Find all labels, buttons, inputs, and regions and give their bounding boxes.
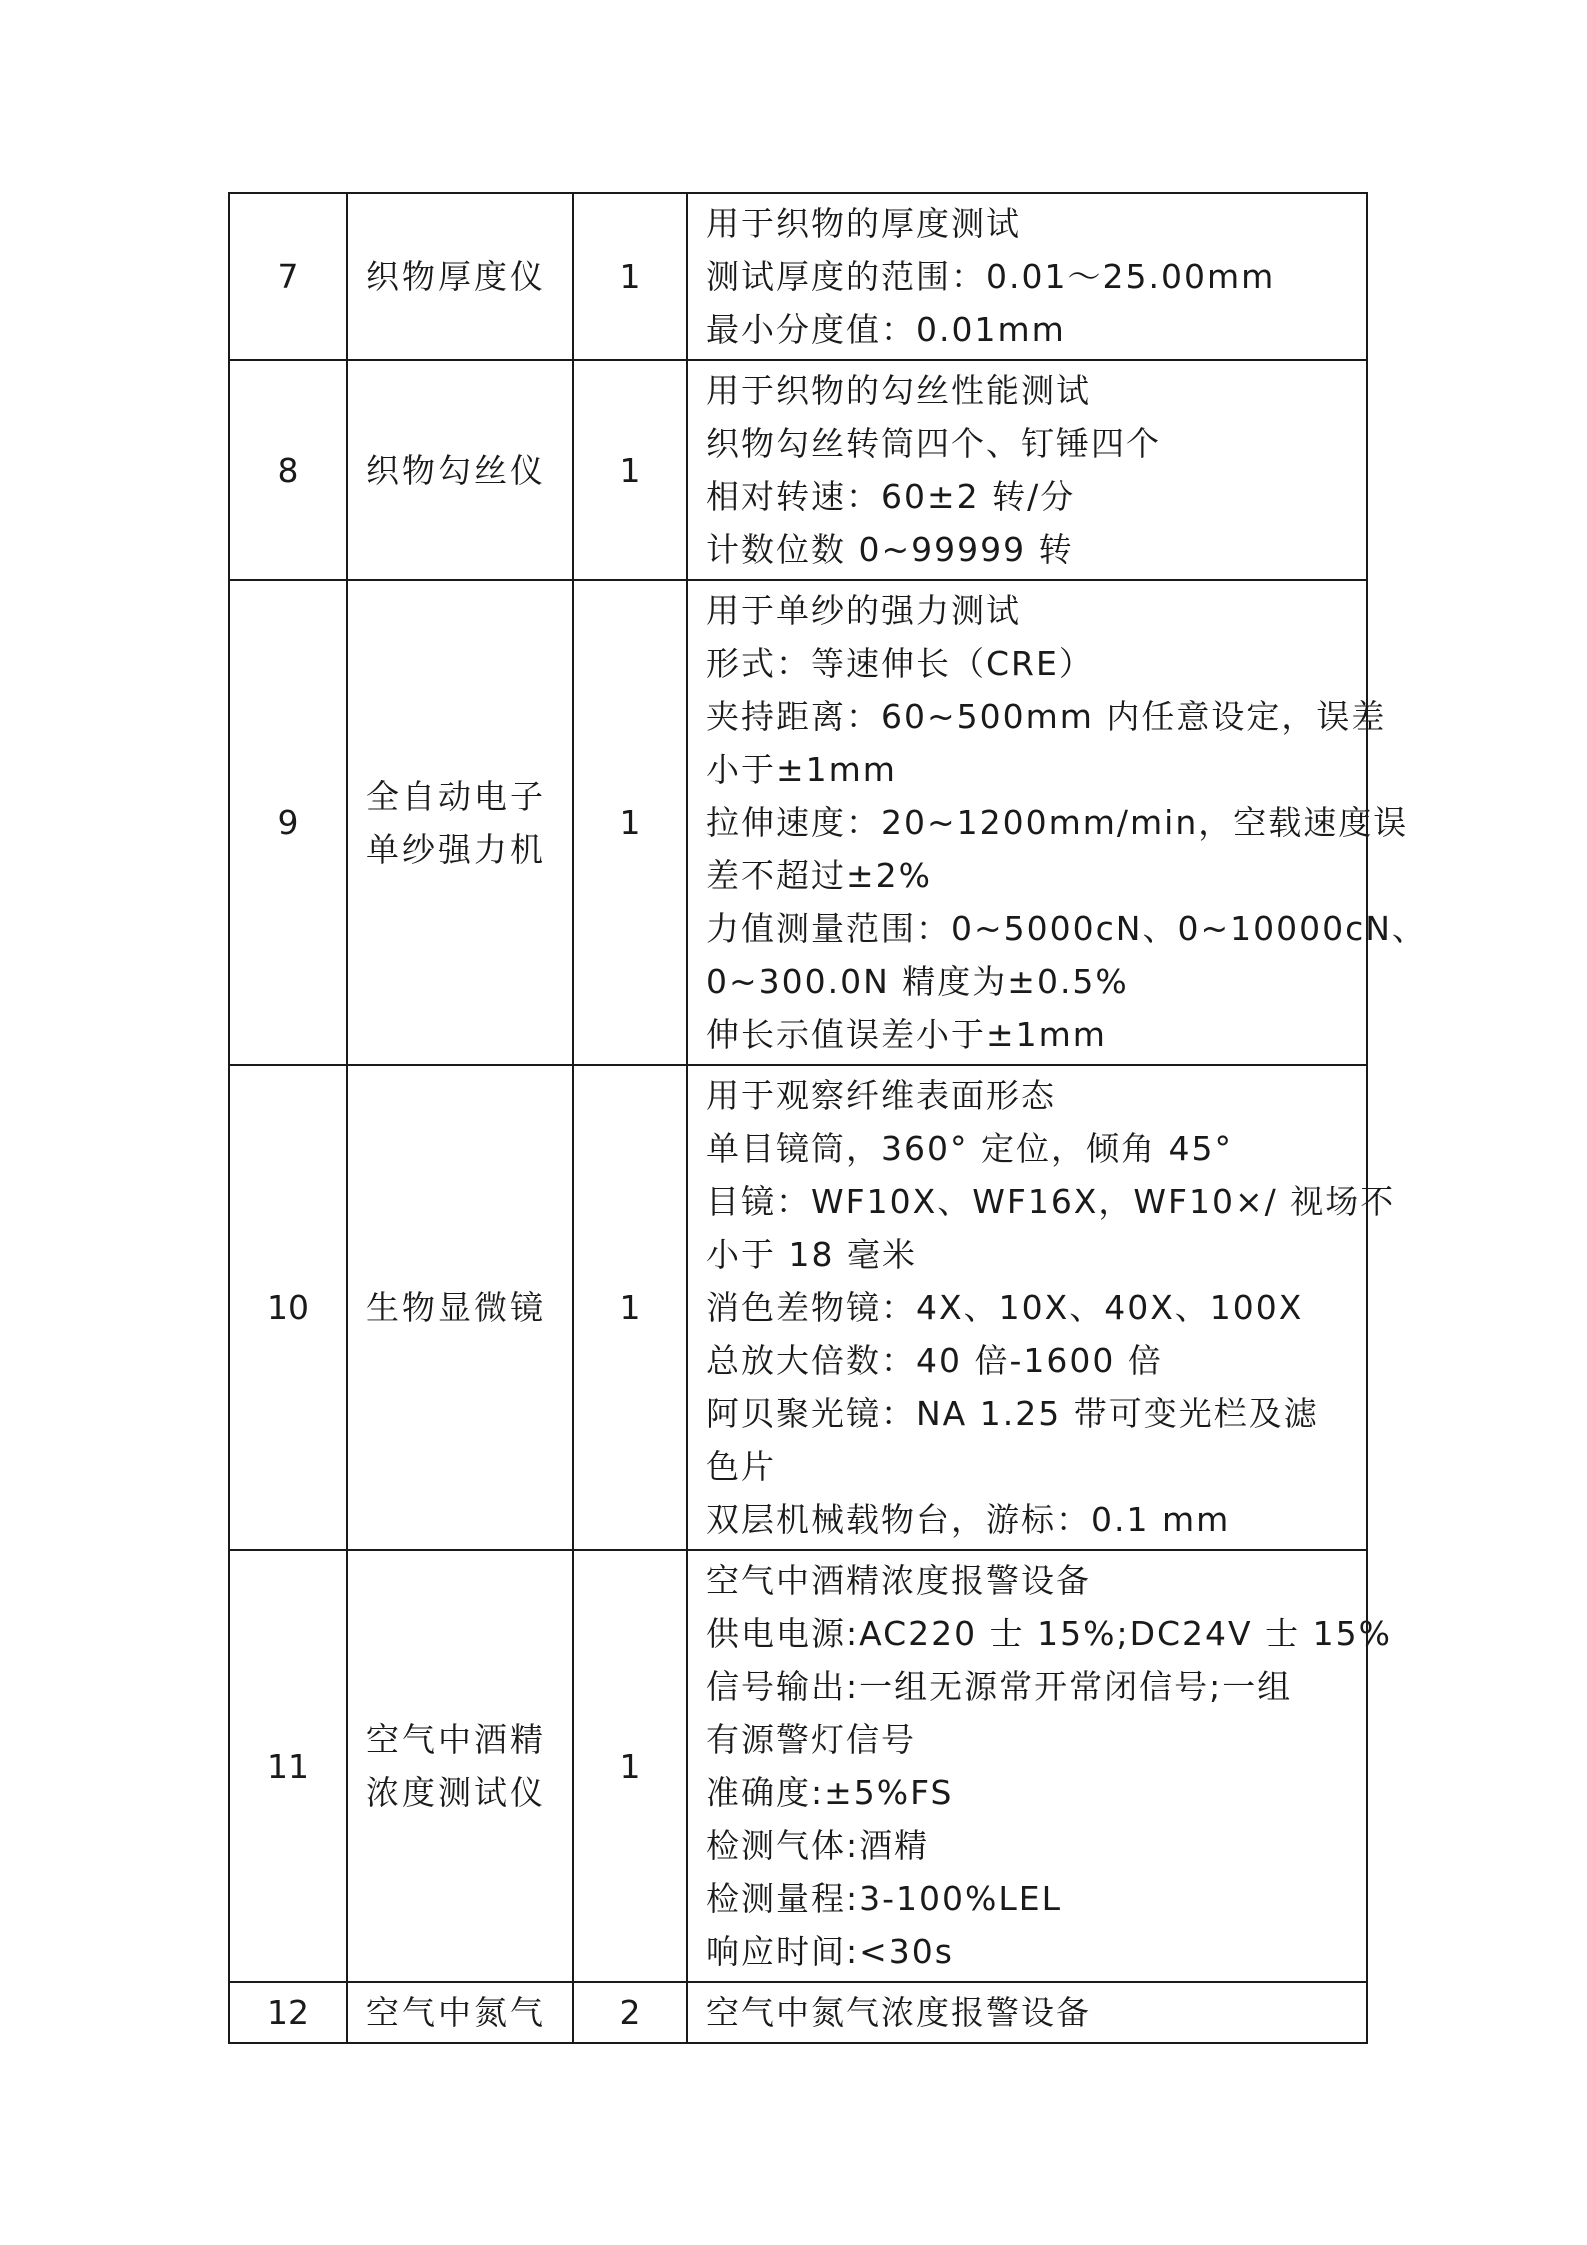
specification-line: 准确度:±5%FS (706, 1773, 954, 1812)
table-row (229, 1982, 1367, 2043)
specification-line: 信号输出:一组无源常开常闭信号;一组 (706, 1667, 1293, 1706)
specification-line: 总放大倍数：40 倍-1600 倍 (706, 1341, 1163, 1380)
table-row (229, 193, 1367, 360)
equipment-name-line: 空气中氮气 (366, 1993, 546, 2032)
table-row (229, 580, 1367, 1065)
specification-line: 空气中氮气浓度报警设备 (706, 1993, 1091, 2032)
equipment-name (347, 1065, 573, 1550)
equipment-table (228, 192, 1427, 2044)
specification-line: 用于单纱的强力测试 (706, 591, 1021, 630)
specification (687, 580, 1427, 1065)
equipment-name-line: 浓度测试仪 (366, 1773, 546, 1812)
equipment-name (347, 1982, 573, 2043)
specification-line: 用于观察纤维表面形态 (706, 1076, 1056, 1115)
specification-line: 测试厚度的范围：0.01～25.00mm (706, 257, 1276, 296)
specification-line: 最小分度值：0.01mm (706, 310, 1066, 349)
specification-line: 用于织物的勾丝性能测试 (706, 371, 1091, 410)
equipment-name-line: 空气中酒精 (366, 1720, 546, 1759)
specification-line: 检测量程:3-100%LEL (706, 1879, 1062, 1918)
specification-line: 夹持距离：60~500mm 内任意设定，误差 (706, 697, 1387, 736)
specification-line: 织物勾丝转筒四个、钉锤四个 (706, 424, 1161, 463)
table-row (229, 1065, 1367, 1550)
table-row (229, 360, 1367, 580)
specification (687, 1550, 1392, 1982)
specification (687, 1982, 1367, 2043)
specification-line: 伸长示值误差小于±1mm (706, 1015, 1107, 1054)
equipment-name-line: 全自动电子 (366, 776, 546, 816)
specification-line: 色片 (706, 1447, 776, 1486)
specification-line: 单目镜筒，360° 定位，倾角 45° (706, 1129, 1233, 1168)
specification-line: 响应时间:<30s (706, 1932, 954, 1971)
specification-line: 双层机械载物台，游标：0.1 mm (706, 1500, 1231, 1539)
quantity: 1 (573, 360, 687, 580)
specification-line: 消色差物镜：4X、10X、40X、100X (706, 1288, 1304, 1327)
equipment-name (347, 580, 573, 1065)
quantity: 2 (573, 1982, 687, 2043)
specification-line: 检测气体:酒精 (706, 1826, 930, 1865)
specification-line: 计数位数 0~99999 转 (706, 530, 1074, 569)
specification (687, 360, 1367, 580)
row-number: 9 (229, 580, 347, 1065)
specification-line: 空气中酒精浓度报警设备 (706, 1561, 1091, 1600)
equipment-table-body (229, 193, 1427, 2043)
specification-line: 小于±1mm (706, 750, 897, 789)
row-number: 8 (229, 360, 347, 580)
specification-line: 相对转速：60±2 转/分 (706, 477, 1076, 516)
quantity: 1 (573, 193, 687, 360)
specification-line: 差不超过±2% (706, 856, 933, 895)
specification-line: 0~300.0N 精度为±0.5% (706, 962, 1129, 1001)
specification-line: 形式：等速伸长（CRE） (706, 644, 1094, 683)
specification-line: 有源警灯信号 (706, 1720, 916, 1759)
row-number: 12 (229, 1982, 347, 2043)
row-number: 7 (229, 193, 347, 360)
quantity: 1 (573, 580, 687, 1065)
specification-line: 阿贝聚光镜：NA 1.25 带可变光栏及滤 (706, 1394, 1319, 1433)
specification-line: 目镜：WF10X、WF16X，WF10×/ 视场不 (706, 1182, 1396, 1221)
row-number: 11 (229, 1550, 347, 1982)
equipment-name (347, 193, 573, 360)
specification (687, 193, 1367, 360)
specification-line: 供电电源:AC220 士 15%;DC24V 士 15% (706, 1614, 1392, 1653)
equipment-name-line: 生物显微镜 (366, 1288, 546, 1327)
equipment-name (347, 1550, 573, 1982)
specification (687, 1065, 1396, 1550)
specification-line: 用于织物的厚度测试 (706, 204, 1021, 243)
quantity: 1 (573, 1065, 687, 1550)
equipment-name (347, 360, 573, 580)
table-row (229, 1550, 1367, 1982)
equipment-name-line: 单纱强力机 (366, 829, 546, 869)
row-number: 10 (229, 1065, 347, 1550)
specification-line: 小于 18 毫米 (706, 1235, 917, 1274)
equipment-name-line: 织物厚度仪 (366, 257, 546, 296)
specification-line: 拉伸速度：20~1200mm/min，空载速度误 (706, 803, 1409, 842)
quantity: 1 (573, 1550, 687, 1982)
specification-line: 力值测量范围：0~5000cN、0~10000cN、 (706, 909, 1427, 948)
equipment-name-line: 织物勾丝仪 (366, 450, 546, 490)
